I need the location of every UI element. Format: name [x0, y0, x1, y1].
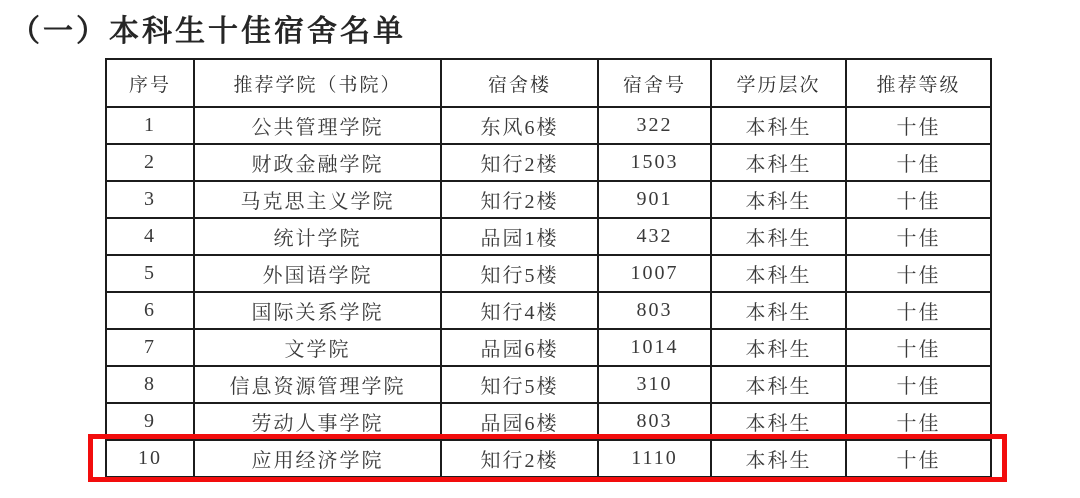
cell-seq: 2	[106, 144, 194, 181]
cell-grade: 十佳	[846, 144, 991, 181]
cell-room: 803	[598, 292, 711, 329]
cell-grade: 十佳	[846, 107, 991, 144]
cell-level: 本科生	[711, 255, 846, 292]
cell-level: 本科生	[711, 440, 846, 477]
dorm-table	[105, 58, 992, 478]
table-row	[106, 366, 991, 403]
cell-grade: 十佳	[846, 440, 991, 477]
header-grade: 推荐等级	[846, 59, 991, 107]
cell-college: 马克思主义学院	[194, 181, 441, 218]
cell-room: 1007	[598, 255, 711, 292]
header-level: 学历层次	[711, 59, 846, 107]
table-row-highlighted	[106, 440, 991, 477]
cell-building: 知行2楼	[441, 440, 598, 477]
cell-room: 1503	[598, 144, 711, 181]
cell-room: 1014	[598, 329, 711, 366]
cell-building: 知行5楼	[441, 255, 598, 292]
header-building: 宿舍楼	[441, 59, 598, 107]
cell-seq: 7	[106, 329, 194, 366]
cell-building: 知行2楼	[441, 144, 598, 181]
cell-level: 本科生	[711, 181, 846, 218]
cell-level: 本科生	[711, 107, 846, 144]
cell-grade: 十佳	[846, 403, 991, 440]
table-row	[106, 181, 991, 218]
cell-room: 901	[598, 181, 711, 218]
cell-grade: 十佳	[846, 181, 991, 218]
cell-college: 统计学院	[194, 218, 441, 255]
cell-college: 国际关系学院	[194, 292, 441, 329]
table-row	[106, 218, 991, 255]
cell-level: 本科生	[711, 144, 846, 181]
dorm-table-wrap	[105, 58, 990, 478]
cell-room: 322	[598, 107, 711, 144]
cell-college: 劳动人事学院	[194, 403, 441, 440]
header-seq: 序号	[106, 59, 194, 107]
header-room: 宿舍号	[598, 59, 711, 107]
cell-room: 432	[598, 218, 711, 255]
cell-seq: 5	[106, 255, 194, 292]
cell-grade: 十佳	[846, 329, 991, 366]
cell-level: 本科生	[711, 366, 846, 403]
cell-seq: 9	[106, 403, 194, 440]
cell-college: 外国语学院	[194, 255, 441, 292]
cell-building: 知行5楼	[441, 366, 598, 403]
cell-building: 知行2楼	[441, 181, 598, 218]
table-row	[106, 292, 991, 329]
cell-grade: 十佳	[846, 218, 991, 255]
cell-college: 文学院	[194, 329, 441, 366]
table-row	[106, 107, 991, 144]
header-row	[106, 59, 991, 107]
cell-grade: 十佳	[846, 255, 991, 292]
cell-building: 东风6楼	[441, 107, 598, 144]
cell-college: 应用经济学院	[194, 440, 441, 477]
cell-level: 本科生	[711, 403, 846, 440]
section-title: （一）本科生十佳宿舍名单	[10, 15, 406, 48]
cell-level: 本科生	[711, 329, 846, 366]
cell-grade: 十佳	[846, 292, 991, 329]
cell-seq: 8	[106, 366, 194, 403]
table-row	[106, 144, 991, 181]
header-college: 推荐学院（书院）	[194, 59, 441, 107]
cell-building: 品园6楼	[441, 329, 598, 366]
cell-building: 品园6楼	[441, 403, 598, 440]
cell-level: 本科生	[711, 218, 846, 255]
cell-seq: 4	[106, 218, 194, 255]
cell-seq: 6	[106, 292, 194, 329]
cell-seq: 1	[106, 107, 194, 144]
cell-grade: 十佳	[846, 366, 991, 403]
cell-college: 财政金融学院	[194, 144, 441, 181]
cell-room: 310	[598, 366, 711, 403]
cell-room: 803	[598, 403, 711, 440]
cell-level: 本科生	[711, 292, 846, 329]
cell-seq: 10	[106, 440, 194, 477]
table-row	[106, 255, 991, 292]
cell-building: 品园1楼	[441, 218, 598, 255]
table-row	[106, 329, 991, 366]
cell-building: 知行4楼	[441, 292, 598, 329]
cell-room: 1110	[598, 440, 711, 477]
table-row	[106, 403, 991, 440]
cell-college: 公共管理学院	[194, 107, 441, 144]
cell-seq: 3	[106, 181, 194, 218]
cell-college: 信息资源管理学院	[194, 366, 441, 403]
